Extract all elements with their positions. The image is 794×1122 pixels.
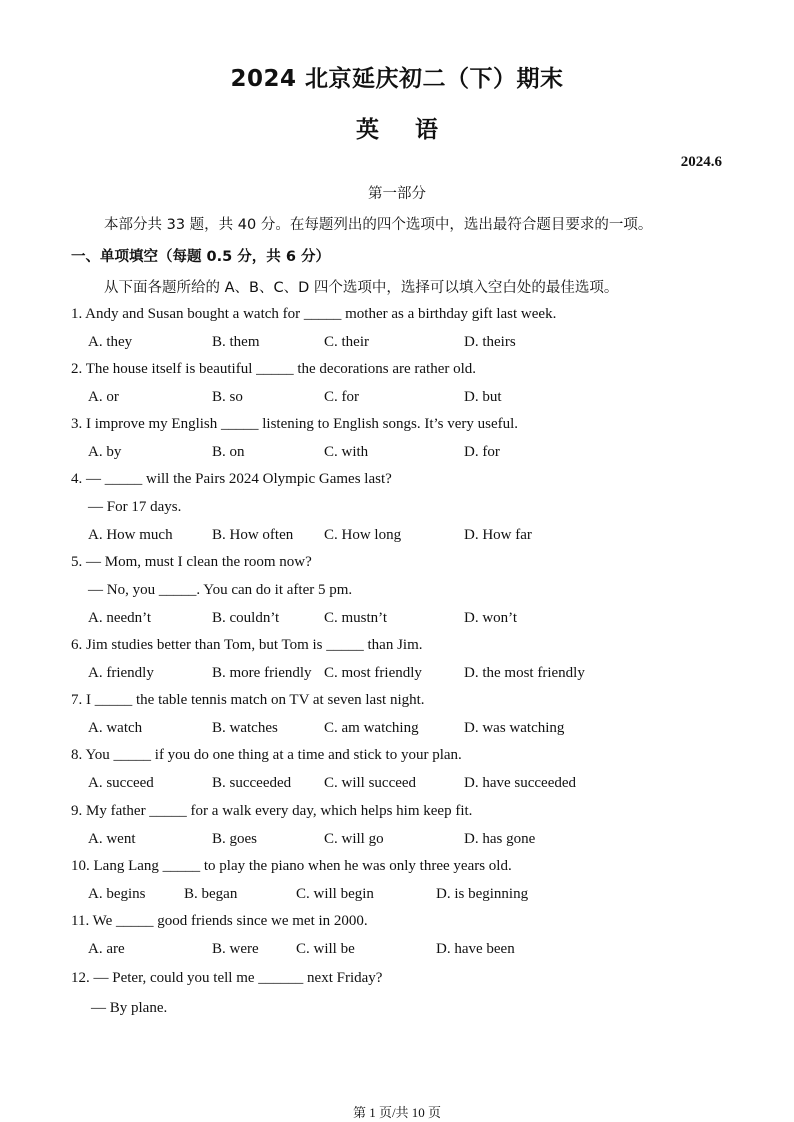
- option-b: B. goes: [212, 831, 257, 847]
- option-b: B. so: [212, 389, 243, 405]
- option-d: D. was watching: [464, 720, 565, 736]
- option-d: D. for: [464, 444, 500, 460]
- question-stem: 9. My father _____ for a walk every day, which helps him keep fit.: [71, 803, 473, 819]
- option-d: D. the most friendly: [464, 665, 585, 681]
- question-stem: 12. — Peter, could you tell me ______ next Friday?: [71, 970, 383, 986]
- question-stem: 6. Jim studies better than Tom, but Tom is _____ than Jim.: [71, 637, 423, 653]
- option-a: A. are: [88, 941, 125, 957]
- option-b: B. began: [184, 886, 238, 902]
- option-d: D. has gone: [464, 831, 536, 847]
- part-heading: 第一部分: [368, 186, 426, 202]
- question-stem: 11. We _____ good friends since we met in 2000.: [71, 913, 368, 929]
- option-c: C. will succeed: [324, 775, 417, 791]
- option-b: B. were: [212, 941, 259, 957]
- question-stem: 1. Andy and Susan bought a watch for _____ mother as a birthday gift last week.: [71, 306, 557, 322]
- option-c: C. most friendly: [324, 665, 422, 681]
- option-c: C. mustn’t: [324, 610, 388, 626]
- option-a: A. friendly: [88, 665, 154, 681]
- page-footer: 第 1 页/共 10 页: [352, 1105, 442, 1120]
- question-reply: — By plane.: [91, 1000, 168, 1016]
- option-c: C. for: [324, 389, 359, 405]
- option-b: B. couldn’t: [212, 610, 280, 626]
- option-d: D. but: [464, 389, 502, 405]
- question-stem: 8. You _____ if you do one thing at a time and stick to your plan.: [71, 747, 462, 763]
- option-c: C. am watching: [324, 720, 419, 736]
- option-a: A. or: [88, 389, 119, 405]
- option-b: B. watches: [212, 720, 278, 736]
- question-reply: — No, you _____. You can do it after 5 pm.: [88, 582, 353, 598]
- option-d: D. theirs: [464, 334, 516, 350]
- option-a: A. they: [88, 334, 133, 350]
- option-c: C. will go: [324, 831, 384, 847]
- option-c: C. their: [324, 334, 369, 350]
- part-intro: 本部分共 33 题，共 40 分。在每题列出的四个选项中，选出最符合题目要求的一项。: [104, 217, 653, 233]
- option-d: D. have succeeded: [464, 775, 577, 791]
- document-title: 2024 北京延庆初二（下）期末: [230, 66, 564, 92]
- option-b: B. How often: [212, 527, 294, 543]
- option-c: C. with: [324, 444, 369, 460]
- option-c: C. How long: [324, 527, 402, 543]
- option-b: B. succeeded: [212, 775, 292, 791]
- option-b: B. them: [212, 334, 260, 350]
- option-a: A. succeed: [88, 775, 154, 791]
- option-c: C. will be: [296, 941, 355, 957]
- section-instruction: 从下面各题所给的 A、B、C、D 四个选项中，选择可以填入空白处的最佳选项。: [104, 280, 619, 296]
- question-stem: 3. I improve my English _____ listening to English songs. It’s very useful.: [71, 416, 519, 432]
- option-d: D. have been: [436, 941, 515, 957]
- option-d: D. How far: [464, 527, 532, 543]
- option-b: B. on: [212, 444, 245, 460]
- option-c: C. will begin: [296, 886, 374, 902]
- question-stem: 2. The house itself is beautiful _____ the decorations are rather old.: [71, 361, 477, 377]
- exam-date: 2024.6: [680, 154, 722, 170]
- option-a: A. begins: [88, 886, 146, 902]
- option-a: A. went: [88, 831, 136, 847]
- option-a: A. needn’t: [88, 610, 152, 626]
- subject-title: 英语: [356, 117, 474, 143]
- option-a: A. watch: [88, 720, 143, 736]
- question-stem: 4. — _____ will the Pairs 2024 Olympic Games last?: [71, 471, 392, 487]
- question-stem: 7. I _____ the table tennis match on TV at seven last night.: [71, 692, 425, 708]
- option-d: D. is beginning: [436, 886, 529, 902]
- option-a: A. How much: [88, 527, 173, 543]
- question-stem: 5. — Mom, must I clean the room now?: [71, 554, 312, 570]
- option-b: B. more friendly: [212, 665, 312, 681]
- question-stem: 10. Lang Lang _____ to play the piano when he was only three years old.: [71, 858, 512, 874]
- question-reply: — For 17 days.: [88, 499, 182, 515]
- section-heading: 一、单项填空（每题 0.5 分，共 6 分）: [71, 249, 330, 265]
- option-d: D. won’t: [464, 610, 518, 626]
- option-a: A. by: [88, 444, 122, 460]
